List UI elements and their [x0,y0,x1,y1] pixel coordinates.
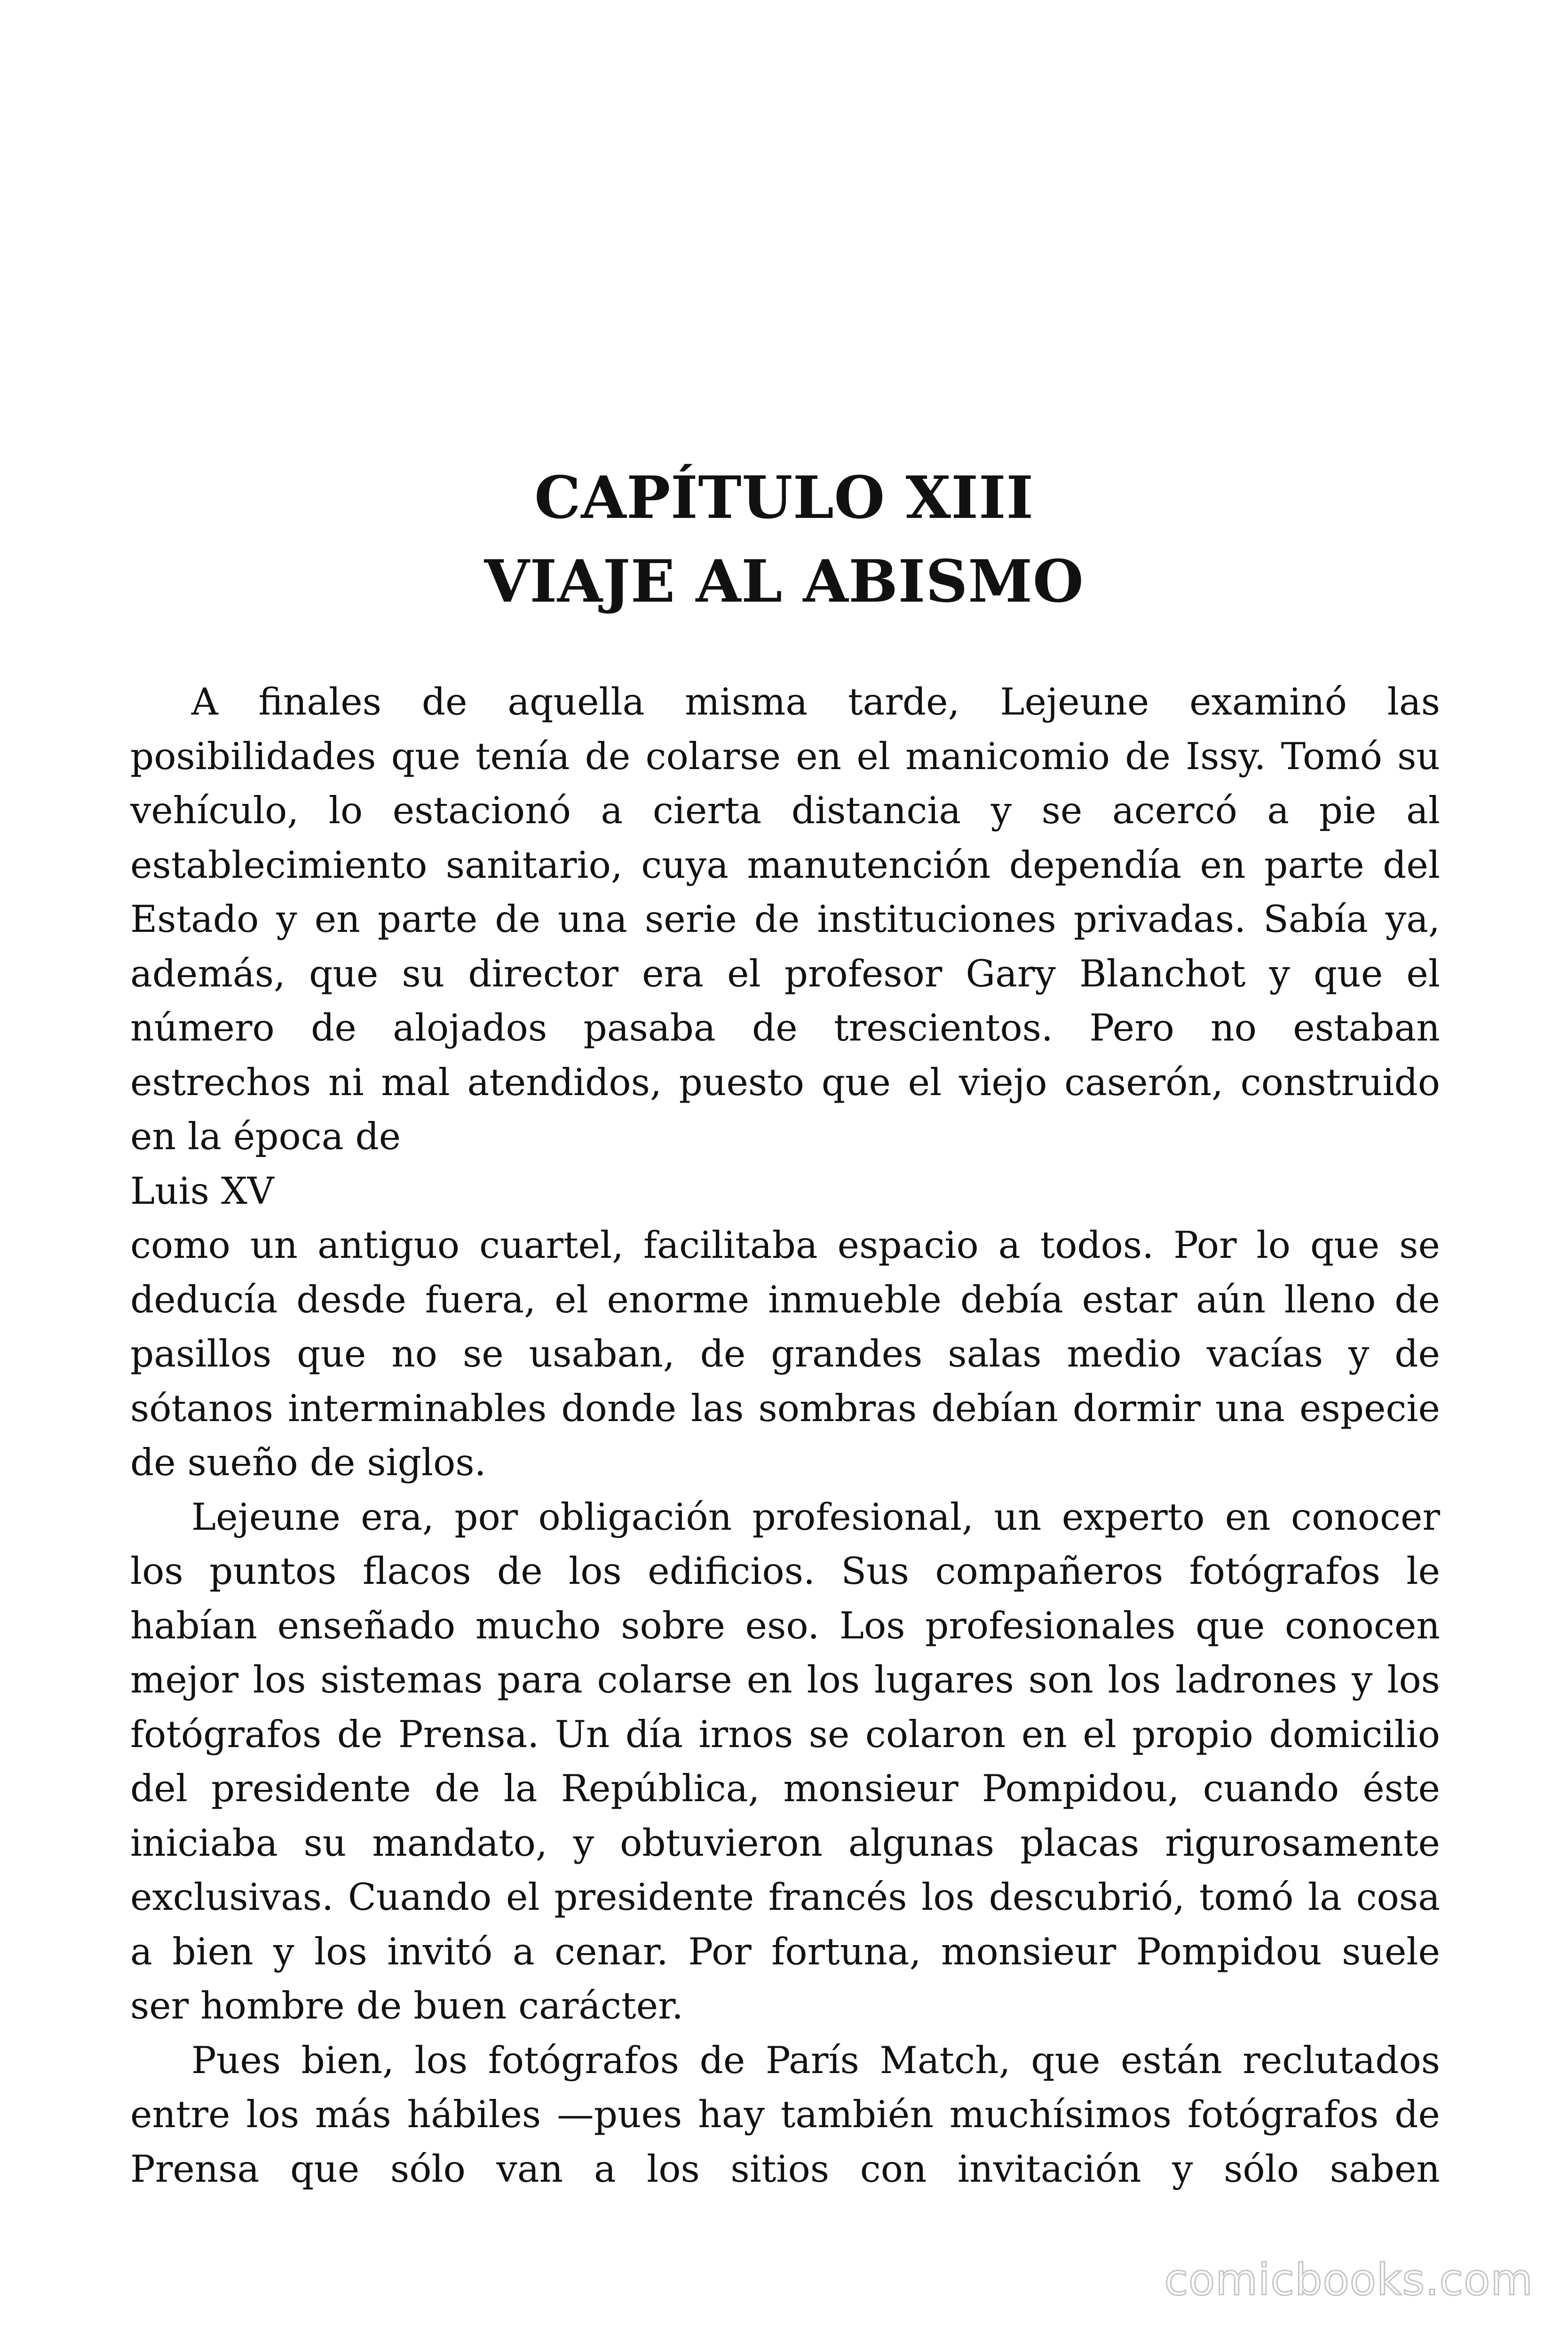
text-line: en la época de [130,1115,401,1158]
text-line: estrechos ni mal atendidos, puesto que el viejo caserón, construido [130,1060,1440,1104]
chapter-title: VIAJE AL ABISMO [484,548,1084,616]
text-line: A finales de aquella misma tarde, Lejeune examinó las [191,680,1440,723]
text-line: posibilidades que tenía de colarse en el manicomio de Issy. Tomó su [130,734,1440,778]
text-line: habían enseñado mucho sobre eso. Los profesionales que conocen [130,1604,1440,1647]
chapter-heading [0,456,1568,624]
text-line: además, que su director era el profesor Gary Blanchot y que el [130,952,1440,995]
text-line: establecimiento sanitario, cuya manutención dependía en parte del [130,843,1440,887]
text-line: número de alojados pasaba de trescientos. Pero no estaban [130,1006,1440,1049]
text-line: entre los más hábiles —pues hay también muchísimos fotógrafos de [130,2093,1440,2136]
text-line: deducía desde fuera, el enorme inmueble debía estar aún lleno de [130,1278,1440,1321]
text-line: Lejeune era, por obligación profesional, un experto en conocer [191,1495,1440,1539]
text-line: vehículo, lo estacionó a cierta distancia y se acercó a pie al [130,789,1440,832]
text-line: Prensa que sólo van a los sitios con invitación y sólo saben [130,2147,1440,2191]
text-line: mejor los sistemas para colarse en los lugares son los ladrones y los [130,1658,1440,1701]
text-line: ser hombre de buen carácter. [130,1984,684,2027]
text-line: fotógrafos de Prensa. Un día irnos se colaron en el propio domicilio [130,1712,1440,1756]
text-line: Luis XV [130,1169,274,1213]
watermark: comicbooks.com [1164,2255,1533,2305]
text-line: del presidente de la República, monsieur Pompidou, cuando éste [130,1767,1440,1810]
text-line: Estado y en parte de una serie de instituciones privadas. Sabía ya, [130,898,1440,941]
body-text [130,675,1440,2196]
text-line: Pues bien, los fotógrafos de París Match, que están reclutados [191,2038,1440,2082]
text-line: iniciaba su mandato, y obtuvieron algunas placas rigurosamente [130,1821,1440,1865]
text-line: pasillos que no se usaban, de grandes salas medio vacías y de [130,1332,1440,1375]
text-line: los puntos flacos de los edificios. Sus compañeros fotógrafos le [130,1549,1440,1593]
chapter-number: CAPÍTULO XIII [534,464,1034,532]
text-line: a bien y los invitó a cenar. Por fortuna, monsieur Pompidou suele [130,1930,1440,1973]
text-line: exclusivas. Cuando el presidente francés los descubrió, tomó la cosa [130,1875,1440,1919]
text-line: sótanos interminables donde las sombras debían dormir una especie [130,1386,1440,1430]
text-line: como un antiguo cuartel, facilitaba espacio a todos. Por lo que se [130,1224,1440,1267]
text-line: de sueño de siglos. [130,1441,486,1484]
